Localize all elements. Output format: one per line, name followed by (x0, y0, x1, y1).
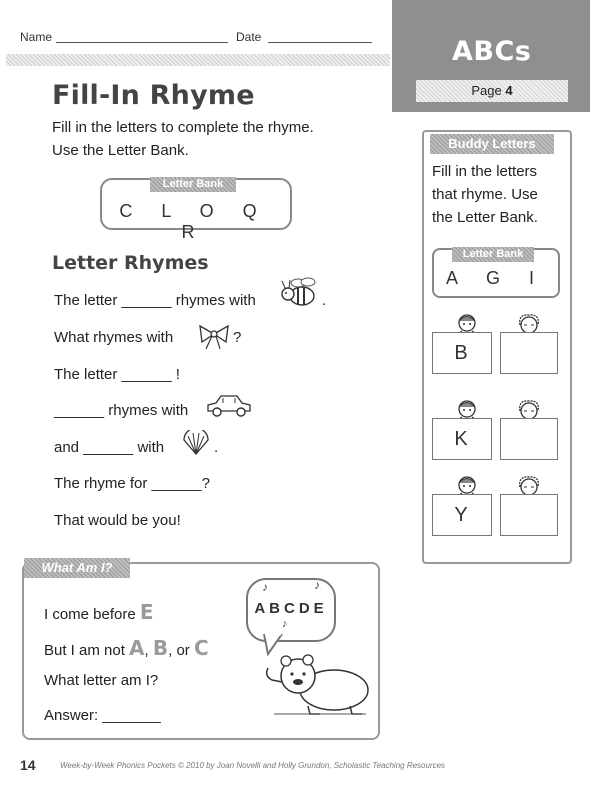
date-label: Date (236, 30, 262, 44)
riddle-text: , or (168, 642, 190, 659)
instruction-line: Use the Letter Bank. (52, 142, 189, 159)
page-tag (416, 80, 568, 102)
answer-blank[interactable]: ______ (121, 366, 172, 383)
answer-card[interactable] (500, 418, 558, 460)
buddy-pair (430, 474, 564, 544)
riddle-line: What letter am I? (44, 672, 159, 689)
riddle-line (44, 600, 154, 624)
instruction-line: the Letter Bank. (432, 209, 538, 226)
buddy-pair (430, 398, 564, 468)
rhyme-end: . (214, 439, 219, 456)
rhyme-text: with (137, 439, 165, 456)
instruction-line: Fill in the letters to complete the rhyme. (52, 119, 314, 136)
rhyme-text: The rhyme for (54, 475, 148, 492)
given-letter: K (454, 428, 468, 450)
rhyme-line (54, 366, 180, 383)
answer-blank[interactable]: _______ (102, 707, 161, 724)
answer-label: Answer: (44, 707, 99, 724)
rhyme-text: and (54, 439, 80, 456)
bubble-text: ABCDE (254, 600, 328, 617)
header-strip (6, 54, 390, 66)
letter-bank-tab: Letter Bank (452, 247, 534, 262)
buddy-letters-tab: Buddy Letters (430, 134, 554, 154)
page-number: 4 (505, 83, 513, 98)
answer-card[interactable] (500, 332, 558, 374)
buddy-instructions (432, 160, 564, 229)
what-am-i-tab: What Am I? (24, 558, 130, 578)
rhyme-line (54, 402, 188, 419)
riddle-letter: E (139, 600, 154, 624)
rhyme-line (54, 329, 173, 346)
rhyme-end: ? (201, 475, 210, 492)
instruction-line: Fill in the letters (432, 163, 538, 180)
letter-bank-letters: A G I (445, 268, 547, 288)
given-letter: Y (454, 504, 468, 526)
answer-blank[interactable]: ______ (151, 475, 202, 492)
rhyme-end: ? (233, 329, 242, 346)
footer-page-number: 14 (20, 757, 36, 773)
letter-rhymes-heading: Letter Rhymes (52, 252, 209, 274)
answer-blank[interactable]: ______ (121, 292, 172, 309)
riddle-line: But I am not A, B, or C (44, 636, 209, 660)
rhyme-text: The letter (54, 366, 118, 383)
riddle-letter: B (152, 636, 169, 660)
page-title: Fill-In Rhyme (52, 80, 255, 111)
given-letter: B (454, 342, 468, 364)
footer-credit: Week-by-Week Phonics Pockets © 2010 by Joan Novelli and Holly Grundon, Scholastic Teaching Resources (60, 761, 446, 770)
rhyme-line: That would be you! (54, 512, 181, 529)
name-field[interactable] (56, 42, 228, 43)
instructions (52, 116, 382, 162)
riddle-text: But I am not (44, 642, 125, 659)
riddle-text: I come before (44, 606, 136, 623)
bear-icon (258, 646, 372, 718)
rhyme-end: ! (175, 366, 180, 383)
rhyme-line (54, 475, 210, 492)
abcs-title: ABCs (452, 36, 532, 67)
rhyme-end: . (322, 292, 327, 309)
music-note-icon: ♪ (314, 578, 320, 592)
rhyme-text: The letter (54, 292, 118, 309)
riddle-letter: A (129, 636, 145, 660)
music-note-icon: ♪ (282, 618, 288, 630)
rhyme-line (54, 439, 164, 456)
rhyme-line (54, 292, 256, 309)
bow-icon (196, 322, 232, 350)
riddle-letter: C (193, 636, 209, 660)
date-field[interactable] (268, 42, 372, 43)
music-note-icon: ♪ (262, 580, 268, 594)
answer-blank[interactable]: ______ (83, 439, 134, 456)
buddy-pair (430, 312, 564, 382)
bee-icon (276, 276, 320, 310)
answer-line (44, 707, 161, 724)
letter-bank-letters: C L O Q R (119, 201, 269, 242)
rhyme-text: rhymes with (108, 402, 189, 419)
letter-bank-tab: Letter Bank (150, 177, 236, 192)
instruction-line: that rhyme. Use (432, 186, 538, 203)
shell-icon (182, 430, 210, 456)
answer-card[interactable] (500, 494, 558, 536)
answer-blank[interactable]: ______ (54, 402, 105, 419)
car-icon (204, 393, 254, 419)
page-label: Page (471, 83, 502, 98)
name-label: Name (20, 30, 53, 44)
rhyme-text: What rhymes with (54, 329, 174, 346)
rhyme-text: rhymes with (175, 292, 256, 309)
